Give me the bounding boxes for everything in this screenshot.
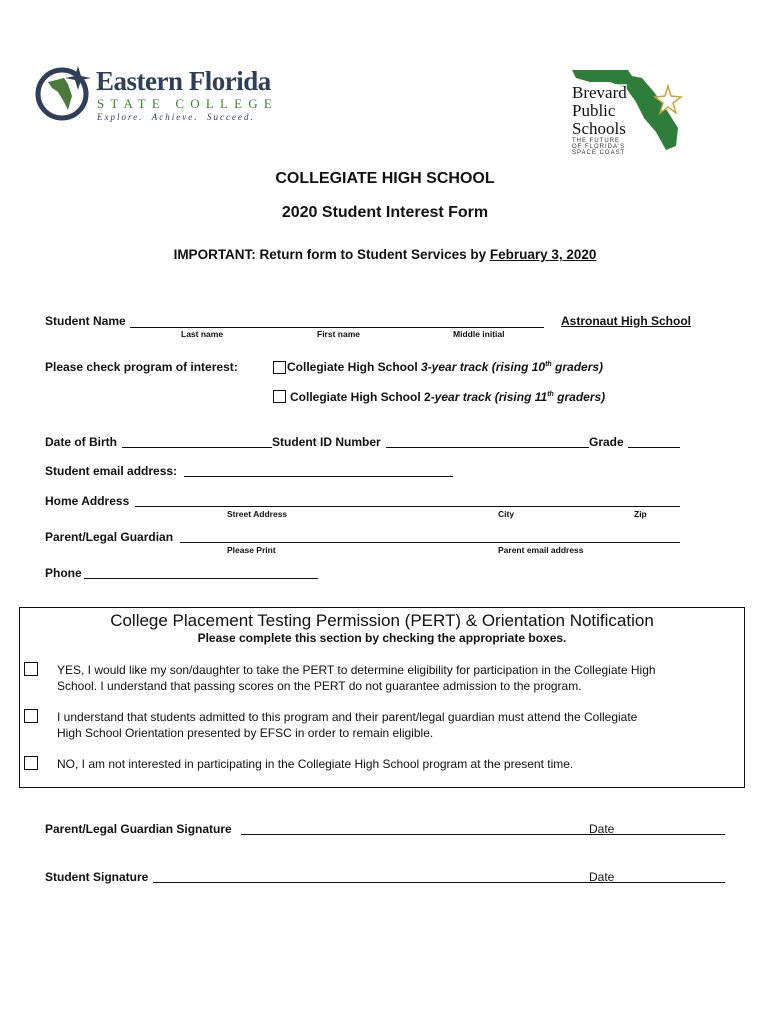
grade-line[interactable] — [628, 447, 680, 448]
student-name-line[interactable] — [130, 327, 544, 328]
grade-label: Grade — [589, 435, 624, 449]
three-year-track-checkbox[interactable] — [273, 361, 286, 374]
efsc-tagline: Explore. Achieve. Succeed. — [97, 112, 255, 122]
student-date-label: Date — [589, 870, 615, 884]
student-signature-line[interactable] — [153, 882, 589, 883]
dob-label: Date of Birth — [45, 435, 117, 449]
city-caption: City — [498, 509, 515, 519]
phone-label: Phone — [45, 566, 82, 580]
guardian-line[interactable] — [180, 542, 680, 543]
bps-word-public: Public — [572, 101, 616, 120]
street-address-caption: Street Address — [227, 509, 288, 519]
student-email-label: Student email address: — [45, 464, 178, 478]
bps-word-schools: Schools — [572, 119, 626, 138]
important-date: February 3, 2020 — [489, 247, 597, 262]
pert-instructions: Please complete this section by checking the appropriate boxes. — [197, 631, 567, 645]
pert-yes-checkbox[interactable] — [24, 662, 38, 676]
first-name-caption: First name — [317, 329, 360, 339]
home-address-label: Home Address — [45, 494, 130, 508]
two-year-track-label: Collegiate High School 2-year track (rising 11th graders) — [290, 390, 606, 404]
home-address-line[interactable] — [135, 506, 680, 507]
dob-line[interactable] — [122, 447, 272, 448]
guardian-signature-label: Parent/Legal Guardian Signature — [45, 822, 232, 836]
zip-caption: Zip — [634, 509, 647, 519]
last-name-caption: Last name — [181, 329, 224, 339]
form-subtitle: 2020 Student Interest Form — [281, 204, 489, 221]
important-text: IMPORTANT: Return form to Student Services by — [173, 247, 490, 262]
efsc-emblem-icon — [34, 62, 94, 124]
guardian-label: Parent/Legal Guardian — [45, 530, 174, 544]
bps-sub2: OF FLORIDA'S — [572, 144, 626, 150]
phone-line[interactable] — [84, 578, 318, 579]
three-year-track-label: Collegiate High School 3-year track (rising 10th graders) — [287, 360, 604, 374]
middle-initial-caption: Middle initial — [453, 329, 505, 339]
please-print-caption: Please Print — [227, 545, 276, 555]
pert-no-text: NO, I am not interested in participating in the Collegiate High School program at the present time. — [57, 757, 574, 771]
bps-word-brevard: Brevard — [572, 83, 627, 102]
orientation-checkbox[interactable] — [24, 709, 38, 723]
student-date-line[interactable] — [589, 882, 725, 883]
program-label: Please check program of interest: — [45, 360, 238, 374]
efsc-name: Eastern Florida — [96, 66, 271, 96]
two-year-track-checkbox[interactable] — [273, 390, 286, 403]
bps-logo — [570, 66, 690, 156]
orientation-text: I understand that students admitted to this program and their parent/legal guardian must attend the Collegiate High School Orientation presented by EFSC in order to remain eligible. — [57, 710, 638, 740]
student-signature-label: Student Signature — [45, 870, 149, 884]
student-id-label: Student ID Number — [272, 435, 381, 449]
student-email-line[interactable] — [184, 476, 453, 477]
guardian-date-line[interactable] — [589, 834, 725, 835]
pert-title: College Placement Testing Permission (PERT) & Orientation Notification — [110, 611, 654, 630]
guardian-signature-line[interactable] — [241, 834, 589, 835]
efsc-logo — [34, 62, 279, 126]
pert-no-checkbox[interactable] — [24, 756, 38, 770]
student-name-label: Student Name — [45, 314, 126, 328]
student-id-line[interactable] — [386, 447, 589, 448]
guardian-date-label: Date — [589, 822, 615, 836]
efsc-state-college: STATE COLLEGE — [97, 96, 279, 111]
important-notice — [0, 247, 770, 262]
bps-sub3: SPACE COAST — [572, 150, 626, 156]
parent-email-caption: Parent email address — [498, 545, 584, 555]
pert-yes-text: YES, I would like my son/daughter to take the PERT to determine eligibility for participation in the Collegiate High School. I understand that passing scores on the PERT do not guarantee admission to the program. — [57, 663, 656, 693]
school-name: Astronaut High School — [561, 314, 691, 328]
form-title: COLLEGIATE HIGH SCHOOL — [275, 170, 495, 187]
bps-sub1: THE FUTURE — [572, 138, 620, 144]
